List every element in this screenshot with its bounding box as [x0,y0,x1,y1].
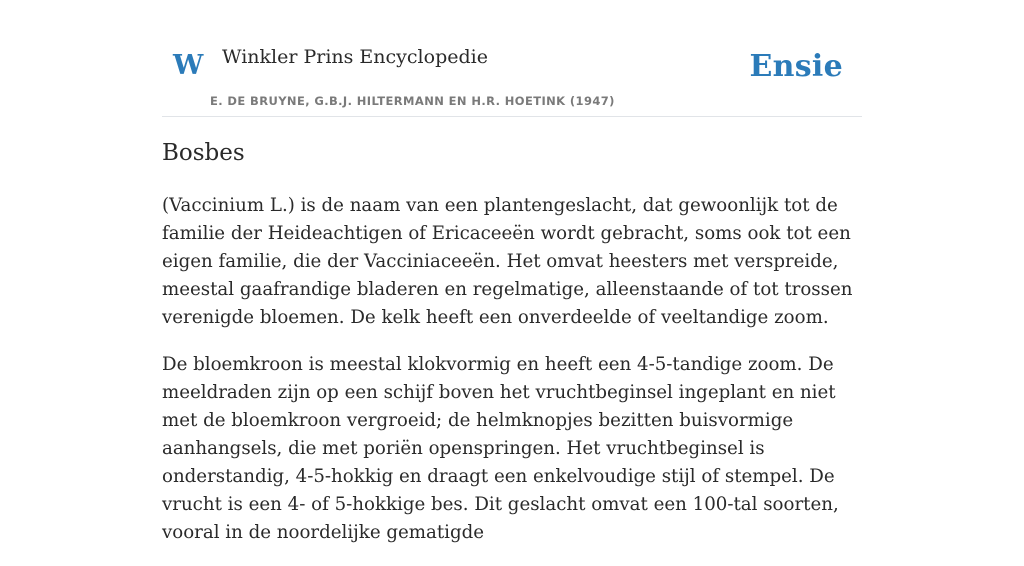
publication-header [162,0,862,117]
publication-title[interactable]: Winkler Prins Encyclopedie [222,46,488,68]
entry-paragraph: De bloemkroon is meestal klokvormig en heeft een 4-5-tandige zoom. De meeldraden zijn op een schijf boven het vruchtbeginsel ingeplant en niet met de bloemkroon vergroeid; de helmknopjes bezitten buisvormige aanhangsels, die met poriën openspringen. Het vruchtbeginsel is onderstandig, 4-5-hokkig en draagt een enkelvoudige stijl of stempel. De vrucht is een 4- of 5-hokkige bes. Dit geslacht omvat een 100-tal soorten, vooral in de noordelijke gematigde [162,354,839,543]
ensie-logo[interactable]: Ensie [749,49,843,84]
publication-authors: E. DE BRUYNE, G.B.J. HILTERMANN EN H.R. HOETINK (1947) [210,94,615,108]
winkler-prins-logo[interactable]: W [173,50,204,81]
entry-paragraph: (Vaccinium L.) is de naam van een plantengeslacht, dat gewoonlijk tot de familie der Heideachtigen of Ericaceeën wordt gebracht, soms ook tot een eigen familie, die der Vacciniaceeën. Het omvat heesters met verspreide, meestal gaafrandige bladeren en regelmatige, alleenstaande of tot trossen verenigde bloemen. De kelk heeft een onverdeelde of veeltandige zoom. [162,195,853,328]
entry-body [162,192,862,566]
article-page [162,0,862,543]
entry-title: Bosbes [162,140,245,166]
